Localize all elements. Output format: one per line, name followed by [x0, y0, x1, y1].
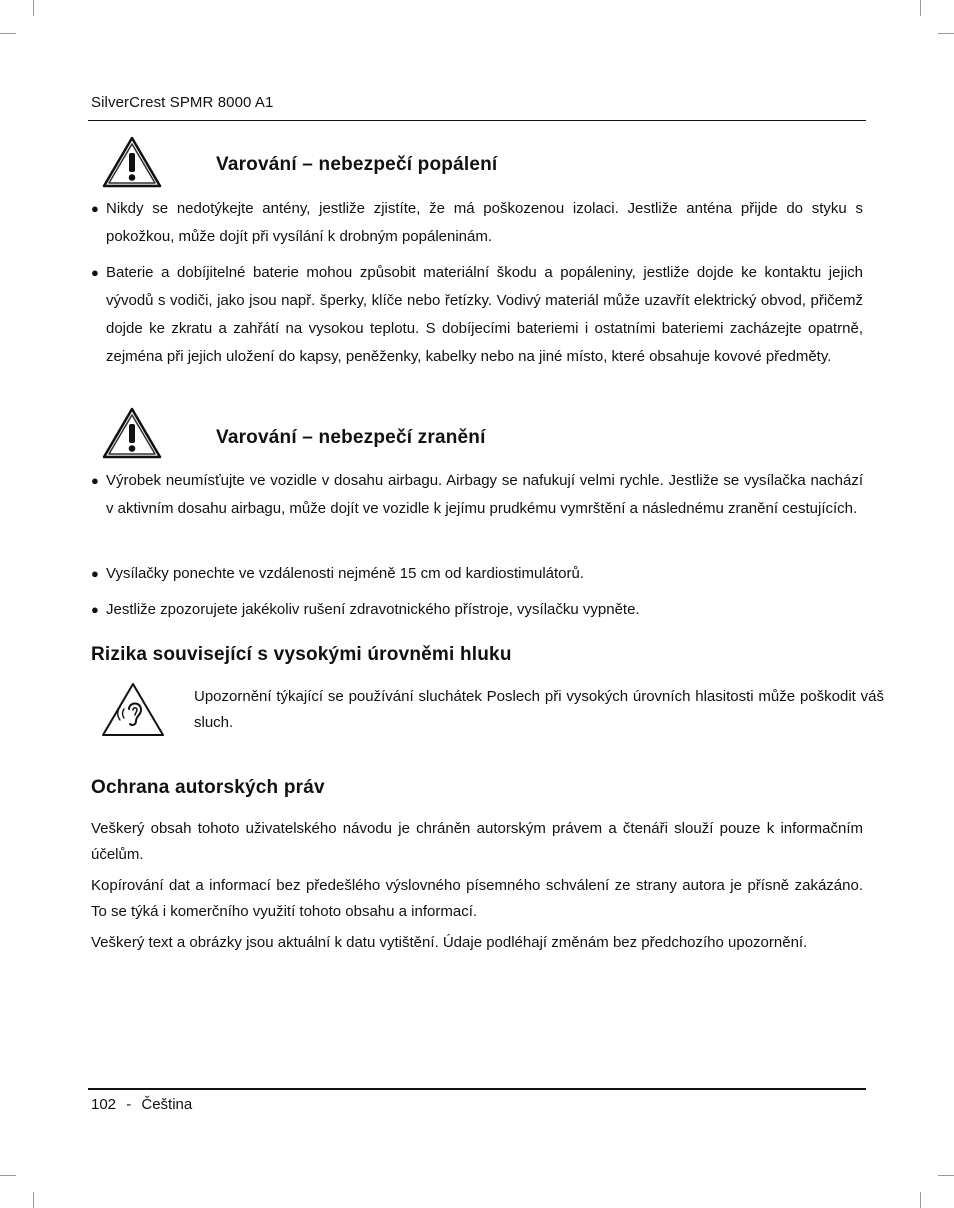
paragraph: Veškerý text a obrázky jsou aktuální k datu vytištění. Údaje podléhají změnám bez předchozího upozornění.: [91, 934, 808, 951]
ear-warning-icon: [101, 682, 165, 737]
paragraph: Kopírování dat a informací bez předešlého výslovného písemného schválení ze strany autora je přísně zakázáno. To se týká i komerčního využití tohoto obsahu a informací.: [91, 877, 863, 920]
section-title-copyright: Ochrana autorských práv: [91, 777, 325, 798]
bullet-icon: ●: [91, 265, 99, 280]
bullet-icon: ●: [91, 566, 99, 581]
crop-mark: [0, 1175, 16, 1176]
footer-language: Čeština: [141, 1096, 193, 1113]
crop-mark: [33, 0, 34, 16]
list-item: [91, 259, 863, 371]
section-title-injury-warning: Varování – nebezpečí zranění: [216, 427, 486, 448]
footer-separator: -: [126, 1096, 132, 1113]
paragraph: Veškerý obsah tohoto uživatelského návodu je chráněn autorským právem a čtenáři slouží pouze k informačním účelům.: [91, 820, 863, 863]
list-item: [91, 560, 863, 588]
warning-triangle-icon: [102, 407, 162, 459]
list-item-text: Nikdy se nedotýkejte antény, jestliže zjistíte, že má poškozenou izolaci. Jestliže anténa přijde do styku s pokožkou, může dojít při vysílání k drobným popáleninám.: [106, 200, 863, 245]
crop-mark: [920, 0, 921, 16]
list-item-text: Baterie a dobíjitelné baterie mohou způsobit materiální škodu a popáleniny, jestliže dojde ke kontaktu jejich vývodů s vodiči, jako jsou např. šperky, klíče nebo řetízky. Vodivý materiál může uzavřít elektrický obvod, přičemž dojde ke zkratu a zahřátí na vysokou teplotu. S dobíjecími bateriemi i ostatními bateriemi zacházejte opatrně, zejména při jejich uložení do kapsy, peněženky, kabelky nebo na jiné místo, které obsahuje kovové předměty.: [106, 264, 863, 365]
list-item: [91, 596, 863, 624]
noise-warning-text: Upozornění týkající se používání sluchátek Poslech při vysokých úrovních hlasitosti může poškodit váš sluch.: [194, 688, 884, 731]
page-number: 102: [91, 1096, 117, 1113]
footer-divider: [88, 1088, 866, 1090]
crop-mark: [33, 1192, 34, 1208]
list-item: [91, 195, 863, 251]
crop-mark: [938, 1175, 954, 1176]
list-item-text: Výrobek neumísťujte ve vozidle v dosahu airbagu. Airbagy se nafukují velmi rychle. Jestliže se vysílačka nachází v aktivním dosahu airbagu, může dojít ve vozidle k jejímu prudkému vymrštění a následnému zranění cestujících.: [106, 472, 863, 517]
bullet-icon: ●: [91, 201, 99, 216]
bullet-icon: ●: [91, 473, 99, 488]
header-divider: [88, 120, 866, 121]
page-footer: [91, 1096, 198, 1113]
list-item-text: Vysílačky ponechte ve vzdálenosti nejméně 15 cm od kardiostimulátorů.: [106, 565, 585, 582]
list-item: [91, 467, 863, 523]
bullet-icon: ●: [91, 602, 99, 617]
section-title-burn-warning: Varování – nebezpečí popálení: [216, 154, 498, 175]
crop-mark: [938, 33, 954, 34]
section-title-noise: Rizika související s vysokými úrovněmi hluku: [91, 644, 512, 665]
warning-triangle-icon: [102, 136, 162, 188]
crop-mark: [0, 33, 16, 34]
crop-mark: [920, 1192, 921, 1208]
page-header: SilverCrest SPMR 8000 A1: [91, 94, 274, 111]
list-item-text: Jestliže zpozorujete jakékoliv rušení zdravotnického přístroje, vysílačku vypněte.: [106, 601, 640, 618]
